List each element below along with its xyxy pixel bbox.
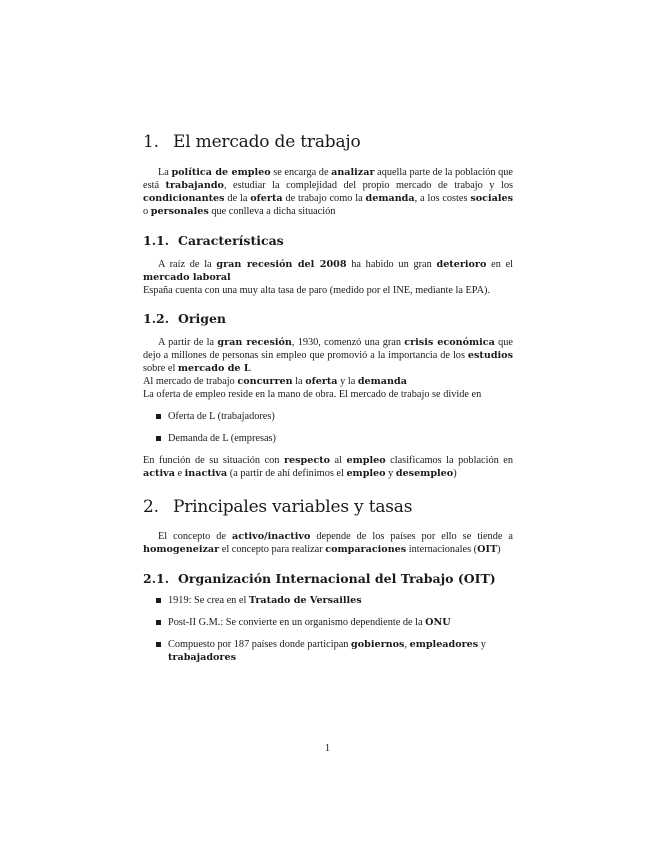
page-content xyxy=(143,127,513,664)
subsection-1-2-paragraph-2: Al mercado de trabajo concurren la oferta y la demanda xyxy=(143,376,407,387)
bullet-icon xyxy=(156,436,161,441)
bullet-icon xyxy=(156,414,161,419)
subsection-1-1-heading xyxy=(143,233,513,249)
list-item: Demanda de L (empresas) xyxy=(143,432,513,445)
subsection-number: 1.1. xyxy=(143,233,170,248)
oit-list xyxy=(143,594,513,664)
subsection-1-1-paragraph-1: A raíz de la gran recesión del 2008 ha habido un gran deterioro en el mercado laboral xyxy=(143,259,513,283)
bullet-icon xyxy=(156,642,161,647)
page-number: 1 xyxy=(324,743,331,754)
list-item: Oferta de L (trabajadores) xyxy=(143,410,513,423)
list-item: Post-II G.M.: Se convierte en un organismo dependiente de la ONU xyxy=(143,616,513,629)
section-1-paragraph: La política de empleo se encarga de analizar aquella parte de la población que está trabajando, estudiar la complejidad del propio mercado de trabajo y los condicionantes de la oferta de trabajo como la demanda, a los costes sociales o personales que conlleva a dicha situación xyxy=(143,167,514,217)
subsection-1-2-paragraph-3: La oferta de empleo reside en la mano de obra. El mercado de trabajo se divide en xyxy=(143,389,482,400)
bullet-icon xyxy=(156,620,161,625)
subsection-2-1-heading xyxy=(143,571,513,587)
list-item: 1919: Se crea en el Tratado de Versailles xyxy=(143,594,513,607)
section-2-paragraph: El concepto de activo/inactivo depende de los países por ello se tiende a homogeneizar el concepto para realizar comparaciones internacionales (OIT) xyxy=(143,531,513,555)
section-number: 2. xyxy=(143,497,159,517)
subsection-1-2-heading xyxy=(143,311,513,327)
labor-market-list xyxy=(143,410,513,445)
bullet-icon xyxy=(156,598,161,603)
section-title: Principales variables y tasas xyxy=(173,497,413,517)
subsection-1-2-paragraph-1: A partir de la gran recesión, 1930, comenzó una gran crisis económica que dejo a millones de personas sin empleo que promovió a la importancia de los estudios sobre el mercado de L xyxy=(143,337,513,374)
subsection-number: 1.2. xyxy=(143,311,170,326)
subsection-title: Organización Internacional del Trabajo (OIT) xyxy=(178,571,496,586)
section-1-heading xyxy=(143,131,513,153)
subsection-title: Origen xyxy=(178,311,227,326)
subsection-1-2-paragraph-4: En función de su situación con respecto al empleo clasificamos la población en activa e inactiva (a partir de ahí definimos el empleo y desempleo) xyxy=(143,455,513,479)
subsection-title: Características xyxy=(178,233,284,248)
section-number: 1. xyxy=(143,132,159,152)
section-2-heading xyxy=(143,496,513,518)
section-title: El mercado de trabajo xyxy=(173,132,361,152)
list-item: Compuesto por 187 países donde participan gobiernos, empleadores y trabajadores xyxy=(143,638,513,664)
subsection-number: 2.1. xyxy=(143,571,170,586)
subsection-1-1-paragraph-2: España cuenta con una muy alta tasa de paro (medido por el INE, mediante la EPA). xyxy=(143,285,491,296)
